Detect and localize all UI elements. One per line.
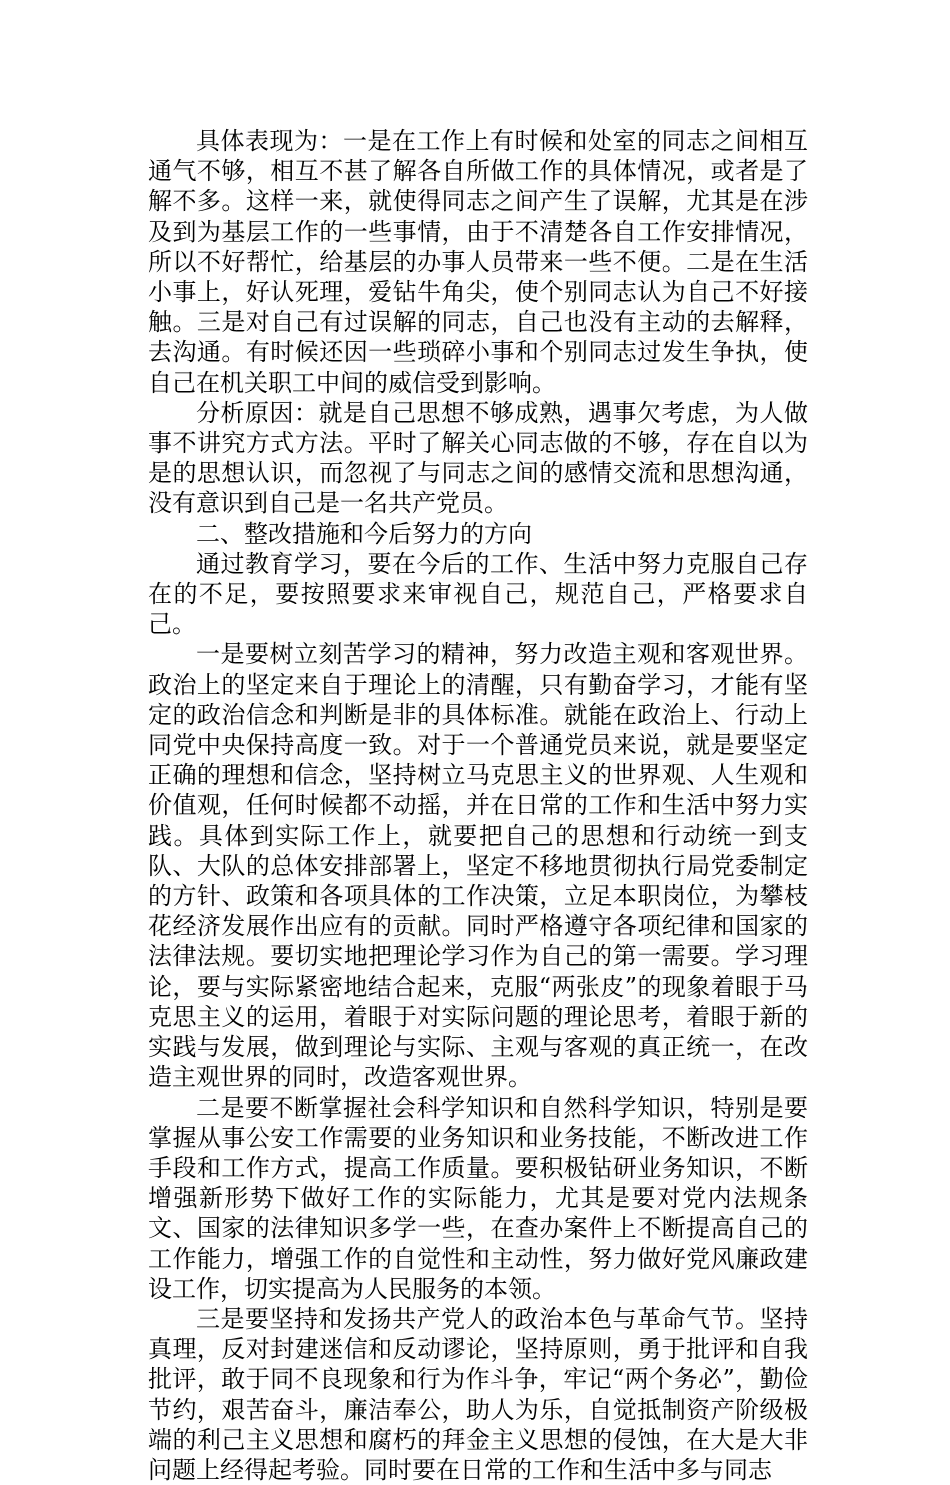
section-heading-rectification: 二、整改措施和今后努力的方向 [196,519,532,548]
paragraph-manifestation: 具体表现为：一是在工作上有时候和处室的同志之间相互通气不够，相互不甚了解各自所做工作的具体情况，或者是了解不多。这样一来，就使得同志之间产生了误解，尤其是在涉及到为基层工作的一些事情，由于不清楚各自工作安排情况，所以不好帮忙，给基层的办事人员带来一些不便。二是在生活小事上，好认死理，爱钻牛角尖，使个别同志认为自己不好接触。三是对自己有过误解的同志，自己也没有主动的去解释，去沟通。有时候还因一些琐碎小事和个别同志过发生争执，使自己在机关职工中间的威信受到影响。 [148,127,808,397]
document-body [148,126,808,1485]
paragraph-point-three: 三是要坚持和发扬共产党人的政治本色与革命气节。坚持真理，反对封建迷信和反动谬论，坚持原则，勇于批评和自我批评，敢于同不良现象和行为作斗争，牢记“两个务必”，勤俭节约，艰苦奋斗，廉洁奉公，助人为乐，自觉抵制资产阶级极端的利己主义思想和腐朽的拜金主义思想的侵蚀，在大是大非问题上经得起考验。同时要在日常的工作和生活中多与同志 [148,1304,808,1484]
paragraph-introduction: 通过教育学习，要在今后的工作、生活中努力克服自己存在的不足，要按照要求来审视自己，规范自己，严格要求自己。 [148,549,808,639]
paragraph-point-one: 一是要树立刻苦学习的精神，努力改造主观和客观世界。政治上的坚定来自于理论上的清醒，只有勤奋学习，才能有坚定的政治信念和判断是非的具体标准。就能在政治上、行动上同党中央保持高度一致。对于一个普通党员来说，就是要坚定正确的理想和信念，坚持树立马克思主义的世界观、人生观和价值观，任何时候都不动摇，并在日常的工作和生活中努力实践。具体到实际工作上，就要把自己的思想和行动统一到支队、大队的总体安排部署上，坚定不移地贯彻执行局党委制定的方针、政策和各项具体的工作决策，立足本职岗位，为攀枝花经济发展作出应有的贡献。同时严格遵守各项纪律和国家的法律法规。要切实地把理论学习作为自己的第一需要。学习理论，要与实际紧密地结合起来，克服“两张皮”的现象着眼于马克思主义的运用，着眼于对实际问题的理论思考，着眼于新的实践与发展，做到理论与实际、主观与客观的真正统一，在改造主观世界的同时，改造客观世界。 [148,640,808,1092]
paragraph-point-two: 二是要不断掌握社会科学知识和自然科学知识，特别是要掌握从事公安工作需要的业务知识和业务技能，不断改进工作手段和工作方式，提高工作质量。要积极钻研业务知识，不断增强新形势下做好工作的实际能力，尤其是要对党内法规条文、国家的法律知识多学一些，在查办案件上不断提高自己的工作能力，增强工作的自觉性和主动性，努力做好党风廉政建设工作，切实提高为人民服务的本领。 [148,1093,808,1303]
paragraph-cause-analysis: 分析原因：就是自己思想不够成熟，遇事欠考虑，为人做事不讲究方式方法。平时了解关心同志做的不够，存在自以为是的思想认识，而忽视了与同志之间的感情交流和思想沟通，没有意识到自己是一名共产党员。 [148,398,808,518]
